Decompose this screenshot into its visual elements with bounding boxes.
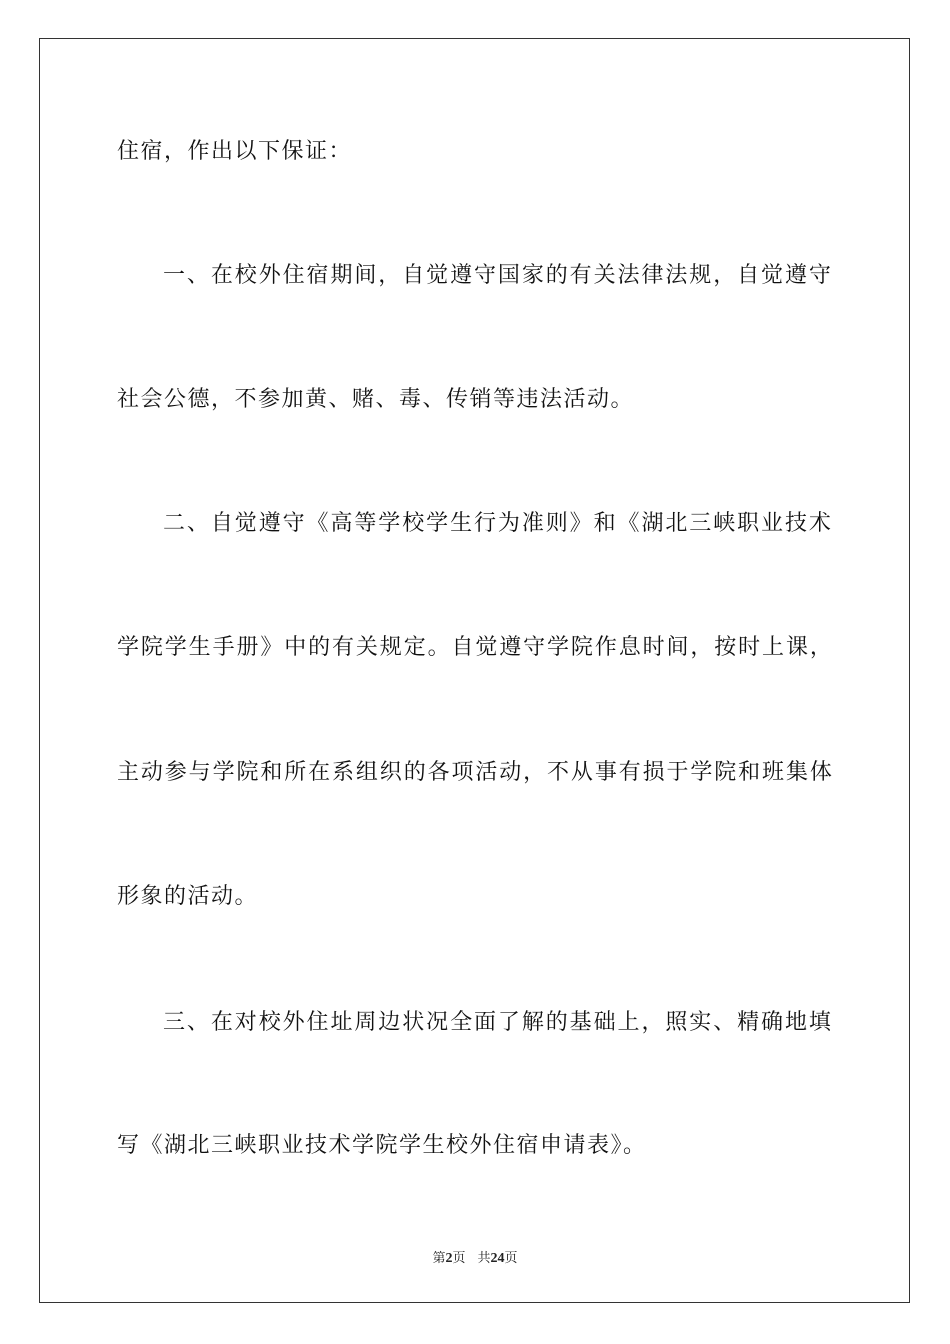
paragraph-line-8: 三 、 在 对 校 外 住 址 周 边 状 况 全 面 了 解 的 基 础 上 ， 照 实 、 精 确 地 填	[163, 1010, 831, 1035]
paragraph-line-6: 主 动 参 与 学 院 和 所 在 系 组 织 的 各 项 活 动 ， 不 从 事 有 损 于 学 院 和 班 集 体	[117, 760, 832, 785]
footer-total-pages: 24	[490, 1251, 505, 1266]
page-frame	[39, 38, 910, 1303]
paragraph-line-1: 住宿，作出以下保证：	[117, 139, 353, 164]
paragraph-line-5: 学 院 学 生 手 册 》 中 的 有 关 规 定 。 自 觉 遵 守 学 院 作 息 时 间 ， 按 时 上 课 ，	[117, 635, 832, 660]
paragraph-line-4: 二 、 自 觉 遵 守 《 高 等 学 校 学 生 行 为 准 则 》 和 《 湖 北 三 峡 职 业 技 术	[163, 511, 831, 536]
paragraph-line-2: 一 、 在 校 外 住 宿 期 间 ， 自 觉 遵 守 国 家 的 有 关 法 律 法 规 ， 自 觉 遵 守	[163, 263, 831, 288]
paragraph-line-9: 写《湖北三峡职业技术学院学生校外住宿申请表》。	[117, 1133, 647, 1158]
footer-page-prefix: 第	[432, 1251, 446, 1266]
page-footer	[0, 1247, 950, 1267]
paragraph-line-3: 社会公德，不参加黄、赌、毒、传销等违法活动。	[117, 387, 635, 412]
footer-total-suffix: 页	[504, 1251, 518, 1266]
footer-page-number: 2	[445, 1251, 453, 1266]
footer-page-suffix: 页	[452, 1251, 466, 1266]
paragraph-line-7: 形象的活动。	[117, 884, 259, 909]
footer-total-prefix: 共	[477, 1251, 491, 1266]
